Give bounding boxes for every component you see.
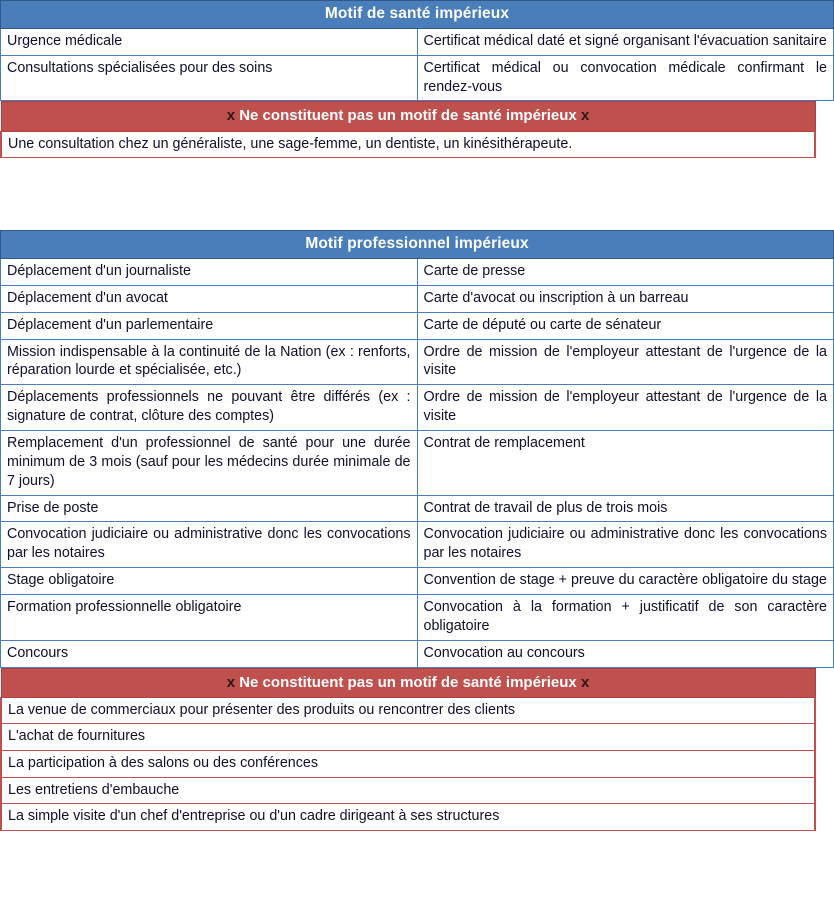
table-row <box>1 312 834 339</box>
table-row <box>1 385 834 431</box>
justificatif-cell: Contrat de travail de plus de trois mois <box>417 495 834 522</box>
justificatif-cell: Ordre de mission de l'employeur attestant de l'urgence de la visite <box>417 385 834 431</box>
motif-cell: Déplacement d'un avocat <box>1 285 418 312</box>
exclusion-header-label: Ne constituent pas un motif de santé impérieux <box>239 107 577 125</box>
exclusion-item: La participation à des salons ou des conférences <box>1 751 815 778</box>
justificatif-cell: Certificat médical daté et signé organisant l'évacuation sanitaire <box>417 28 834 55</box>
justificatif-cell: Convocation à la formation + justificatif de son caractère obligatoire <box>417 595 834 641</box>
motif-cell: Déplacement d'un parlementaire <box>1 312 418 339</box>
justificatif-cell: Carte d'avocat ou inscription à un barreau <box>417 285 834 312</box>
motif-cell: Formation professionnelle obligatoire <box>1 595 418 641</box>
table-row <box>1 431 834 496</box>
list-item <box>1 751 815 778</box>
table-row <box>1 339 834 385</box>
table-row <box>1 28 834 55</box>
table-row <box>1 640 834 667</box>
justificatif-cell: Carte de député ou carte de sénateur <box>417 312 834 339</box>
exclusion-header-row <box>1 668 815 697</box>
justificatif-cell: Certificat médical ou convocation médicale confirmant le rendez-vous <box>417 55 834 101</box>
motif-cell: Consultations spécialisées pour des soins <box>1 55 418 101</box>
exclusion-item: L'achat de fournitures <box>1 724 815 751</box>
exclusion-block-sante <box>0 101 816 158</box>
table-row <box>1 285 834 312</box>
exclusion-block-professionnel <box>0 668 816 831</box>
list-item <box>1 131 815 158</box>
motif-cell: Urgence médicale <box>1 28 418 55</box>
justificatif-cell: Convention de stage + preuve du caractère obligatoire du stage <box>417 568 834 595</box>
justificatif-cell: Convocation judiciaire ou administrative donc les convocations par les notaires <box>417 522 834 568</box>
exclusion-header-label: Ne constituent pas un motif de santé impérieux <box>239 673 577 691</box>
list-item <box>1 804 815 831</box>
table-motif-professionnel <box>0 230 834 667</box>
table-title-sante: Motif de santé impérieux <box>1 1 834 29</box>
x-mark-left-icon: x <box>226 107 236 125</box>
section-spacer <box>0 158 834 230</box>
table-exclusions-professionnel <box>0 668 816 831</box>
exclusion-item: La simple visite d'un chef d'entreprise ou d'un cadre dirigeant à ses structures <box>1 804 815 831</box>
table-exclusions-sante <box>0 101 816 158</box>
list-item <box>1 777 815 804</box>
exclusion-header-professionnel <box>1 668 815 697</box>
table-row <box>1 595 834 641</box>
list-item <box>1 724 815 751</box>
exclusion-item: Une consultation chez un généraliste, une sage-femme, un dentiste, un kinésithérapeute. <box>1 131 815 158</box>
table-header-row <box>1 231 834 259</box>
justificatif-cell: Contrat de remplacement <box>417 431 834 496</box>
justificatif-cell: Ordre de mission de l'employeur attestant de l'urgence de la visite <box>417 339 834 385</box>
motif-cell: Déplacement d'un journaliste <box>1 259 418 286</box>
exclusion-item: Les entretiens d'embauche <box>1 777 815 804</box>
motif-cell: Convocation judiciaire ou administrative donc les convocations par les notaires <box>1 522 418 568</box>
x-mark-right-icon: x <box>580 107 590 125</box>
justificatif-cell: Carte de presse <box>417 259 834 286</box>
motif-cell: Déplacements professionnels ne pouvant être différés (ex : signature de contrat, clôture des comptes) <box>1 385 418 431</box>
table-row <box>1 568 834 595</box>
table-header-row <box>1 1 834 29</box>
x-mark-right-icon: x <box>580 673 590 691</box>
table-row <box>1 522 834 568</box>
motif-cell: Remplacement d'un professionnel de santé pour une durée minimum de 3 mois (sauf pour les médecins durée minimale de 7 jours) <box>1 431 418 496</box>
list-item <box>1 697 815 724</box>
motif-cell: Mission indispensable à la continuité de la Nation (ex : renforts, réparation lourde et spécialisée, etc.) <box>1 339 418 385</box>
table-row <box>1 259 834 286</box>
table-row <box>1 495 834 522</box>
table-motif-sante <box>0 0 834 101</box>
motif-cell: Concours <box>1 640 418 667</box>
exclusion-header-row <box>1 102 815 131</box>
motif-cell: Stage obligatoire <box>1 568 418 595</box>
justificatif-cell: Convocation au concours <box>417 640 834 667</box>
exclusion-item: La venue de commerciaux pour présenter des produits ou rencontrer des clients <box>1 697 815 724</box>
x-mark-left-icon: x <box>226 673 236 691</box>
table-row <box>1 55 834 101</box>
motif-cell: Prise de poste <box>1 495 418 522</box>
table-title-professionnel: Motif professionnel impérieux <box>1 231 834 259</box>
exclusion-header-sante <box>1 102 815 131</box>
